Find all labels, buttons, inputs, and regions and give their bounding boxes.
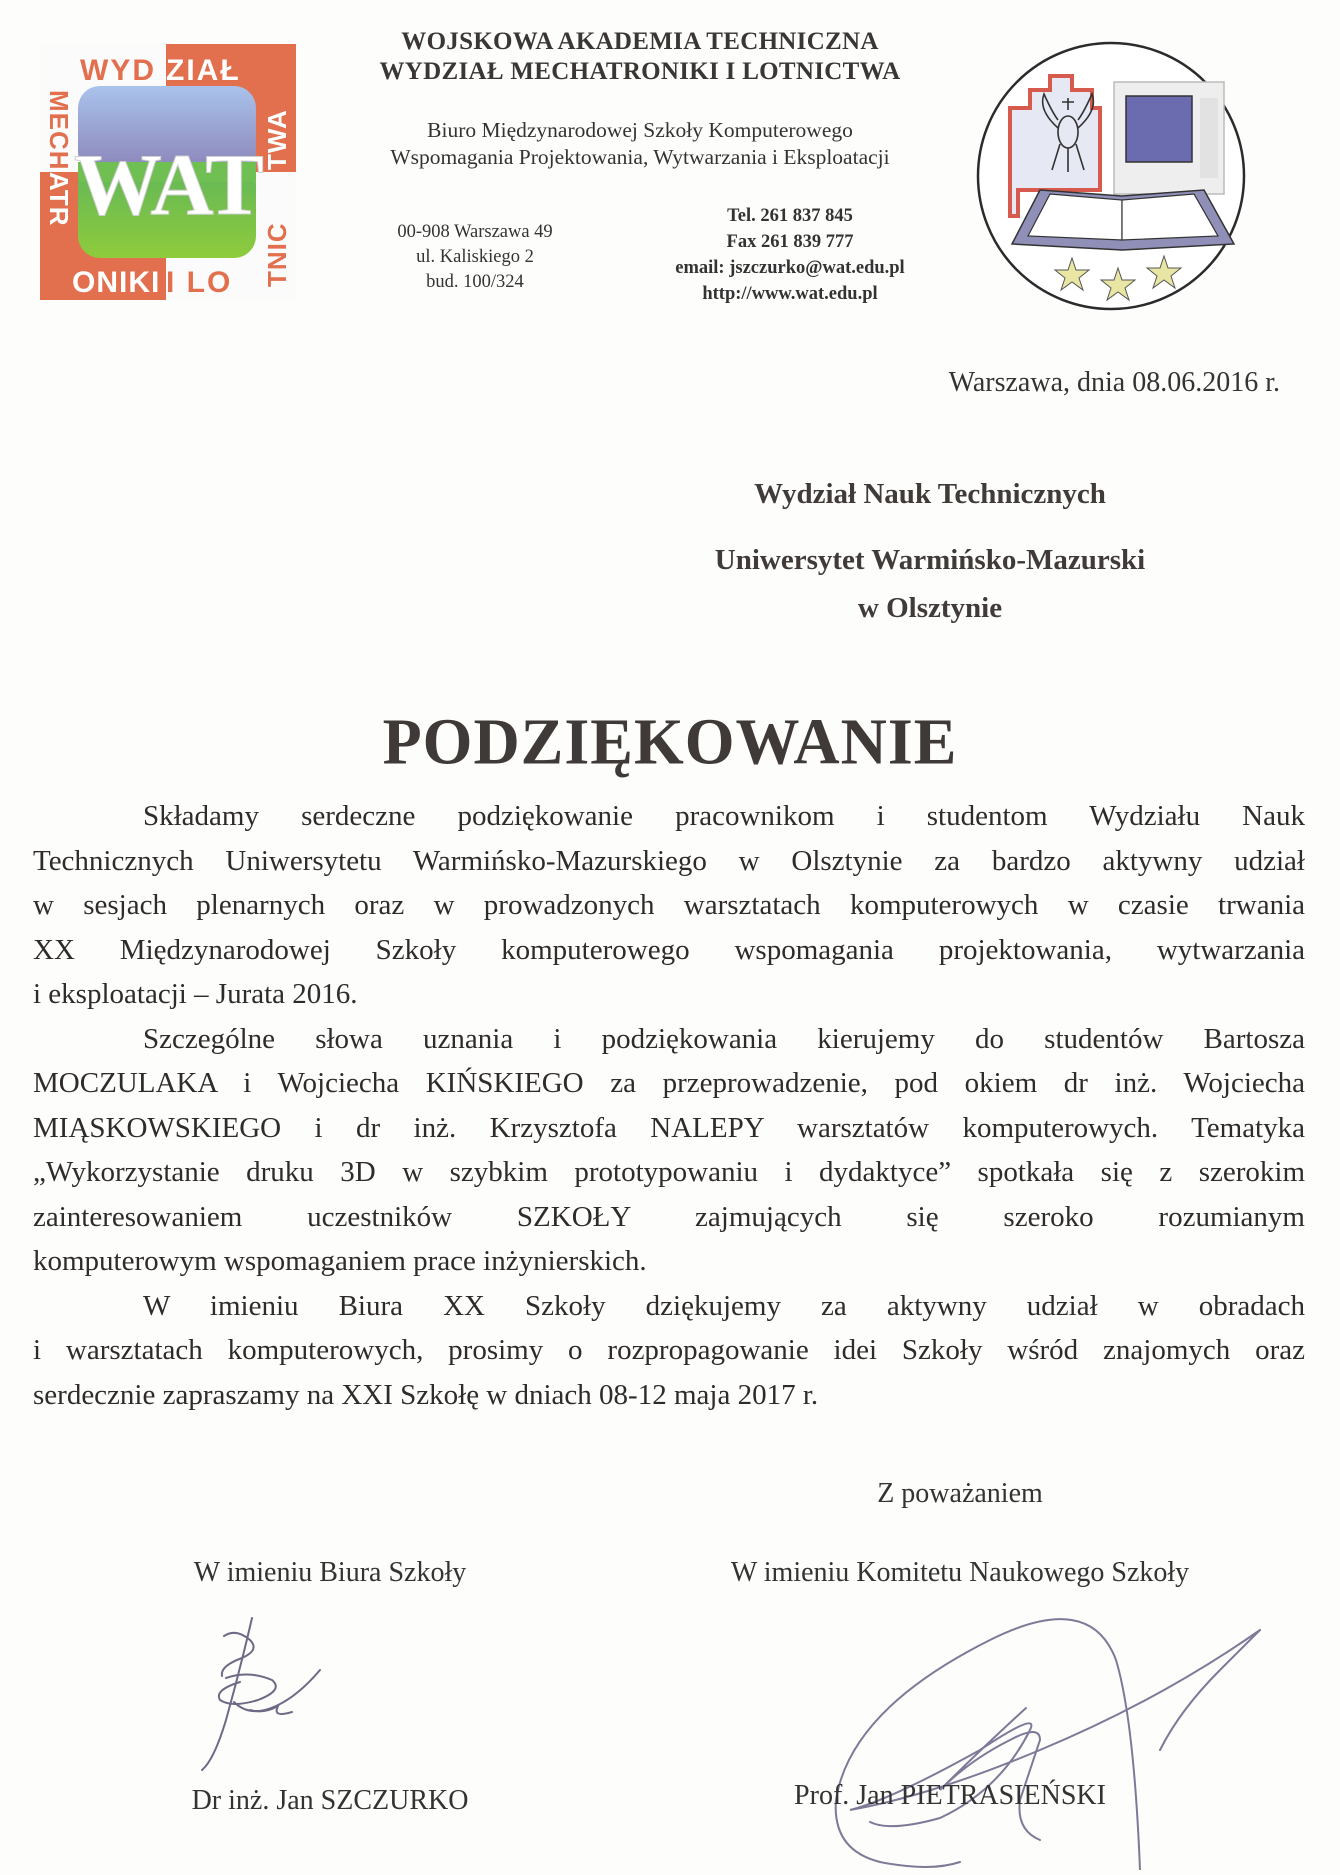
signatory-left-name: Dr inż. Jan SZCZURKO — [191, 1785, 469, 1816]
body-line: serdecznie zapraszamy na XXI Szkołę w dniach 08-12 maja 2017 r. — [33, 1378, 819, 1411]
handwritten-signature-left — [180, 1610, 440, 1780]
letter-date: Warszawa, dnia 08.06.2016 r. — [948, 367, 1280, 398]
body-line: w sesjach plenarnych oraz w prowadzonych warsztatach komputerowych w czasie trwania — [33, 889, 1305, 921]
svg-text:WYD: WYD — [80, 54, 156, 87]
handwritten-signature-right — [740, 1600, 1300, 1870]
body-line: i warsztatach komputerowych, prosimy o rozpropagowanie idei Szkoły wśród znajomych oraz — [33, 1334, 1305, 1366]
address-line: 00-908 Warszawa 49 — [397, 222, 553, 242]
body-line: W imieniu Biura XX Szkoły dziękujemy za aktywny udział w obradach — [143, 1289, 1305, 1322]
school-emblem-icon — [968, 40, 1254, 312]
addressee-line1: Wydział Nauk Technicznych — [754, 478, 1106, 510]
body-line: zainteresowaniem uczestników SZKOŁY zajmujących się szeroko rozumianym — [33, 1200, 1305, 1233]
signatory-left-role: W imieniu Biura Szkoły — [193, 1557, 467, 1588]
body-line: MOCZULAKA i Wojciecha KIŃSKIEGO za przeprowadzenie, pod okiem dr inż. Wojciecha — [33, 1067, 1305, 1099]
svg-text:ATR: ATR — [44, 172, 74, 227]
body-line: XX Międzynarodowej Szkoły komputerowego wspomagania projektowania, wytwarzania — [33, 933, 1305, 966]
website-link[interactable]: http://www.wat.edu.pl — [702, 284, 878, 304]
svg-text:ZIAŁ: ZIAŁ — [166, 54, 241, 87]
postal-address — [370, 220, 580, 295]
address-line: ul. Kaliskiego 2 — [416, 247, 534, 267]
body-line: Składamy serdeczne podziękowanie pracownikom i studentom Wydziału Nauk — [143, 800, 1305, 832]
phone-number: Tel. 261 837 845 — [727, 206, 853, 226]
body-line: i eksploatacji – Jurata 2016. — [33, 978, 358, 1010]
body-line: komputerowym wspomaganiem prace inżynierskich. — [33, 1245, 647, 1277]
letter-body — [33, 794, 1305, 1417]
office-name-line2: Wspomagania Projektowania, Wytwarzania i Eksploatacji — [390, 145, 890, 169]
fax-number: Fax 261 839 777 — [726, 232, 854, 252]
body-line: Technicznych Uniwersytetu Warmińsko-Mazurskiego w Olsztynie za bardzo aktywny udział — [33, 844, 1305, 877]
document-title: PODZIĘKOWANIE — [382, 705, 958, 778]
contact-block — [620, 203, 960, 307]
body-line: MIĄSKOWSKIEGO i dr inż. Krzysztofa NALEPY warsztatów komputerowych. Tematyka — [33, 1111, 1305, 1144]
wat-faculty-logo-icon — [38, 42, 298, 302]
body-line: Szczególne słowa uznania i podziękowania kierujemy do studentów Bartosza — [143, 1022, 1305, 1055]
addressee-line3: w Olsztynie — [857, 592, 1003, 624]
institution-name: WOJSKOWA AKADEMIA TECHNICZNA — [401, 28, 879, 55]
svg-text:I LO: I LO — [166, 266, 233, 299]
address-line: bud. 100/324 — [426, 272, 524, 292]
svg-text:TWA: TWA — [262, 109, 292, 170]
svg-text:MECH: MECH — [44, 90, 74, 171]
signatory-right-name: Prof. Jan PIETRASIEŃSKI — [794, 1780, 1106, 1811]
body-line: „Wykorzystanie druku 3D w szybkim prototypowaniu i dydaktyce” spotkała się z szerokim — [33, 1156, 1305, 1188]
email-address[interactable]: email: jszczurko@wat.edu.pl — [675, 258, 905, 278]
faculty-name: WYDZIAŁ MECHATRONIKI I LOTNICTWA — [379, 58, 901, 85]
svg-text:ONIKI: ONIKI — [72, 266, 161, 299]
office-name-line1: Biuro Międzynarodowej Szkoły Komputerowego — [427, 118, 853, 142]
closing-phrase: Z poważaniem — [877, 1478, 1043, 1509]
signatory-right-role: W imieniu Komitetu Naukowego Szkoły — [730, 1557, 1190, 1588]
logo-center-text: WAT — [74, 137, 262, 234]
svg-text:TNIC: TNIC — [262, 222, 292, 287]
addressee-line2: Uniwersytet Warmińsko-Mazurski — [714, 544, 1146, 576]
